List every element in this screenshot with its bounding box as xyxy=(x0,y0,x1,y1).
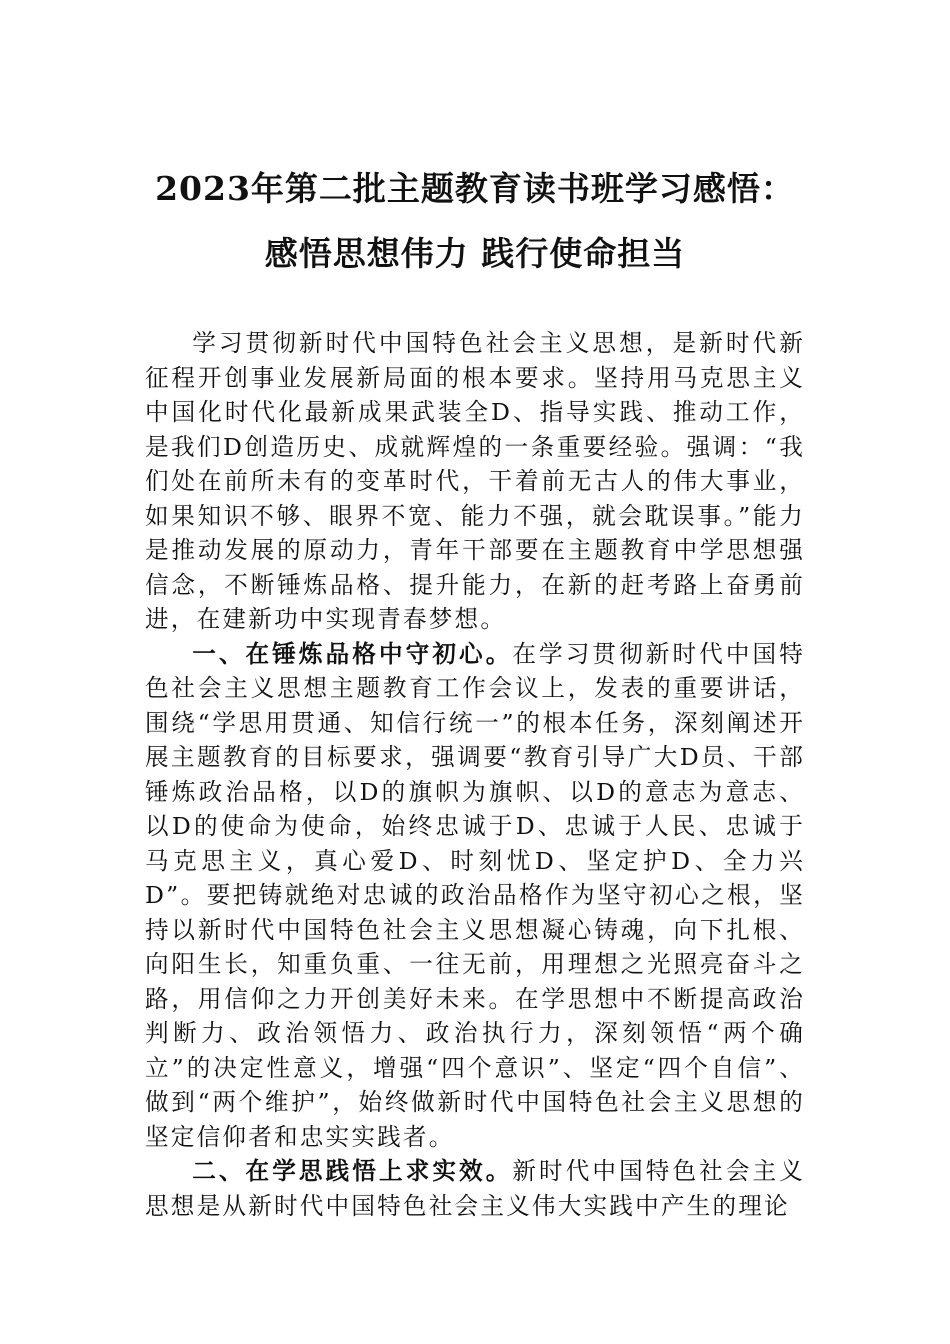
section-heading: 一、在锤炼品格中守初心。 xyxy=(192,639,513,668)
document-title-line-2: 感悟思想伟力 践行使命担当 xyxy=(264,234,686,273)
paragraph-text: 新时代中国特色社会主义思想是从新时代中国特色社会主义伟大实践中产生的理论 xyxy=(145,1157,805,1220)
paragraph-intro xyxy=(145,326,805,637)
paragraph-section-2 xyxy=(145,1154,805,1223)
paragraph-text: 学习贯彻新时代中国特色社会主义思想，是新时代新征程开创事业发展新局面的根本要求。坚持用马克思主义中国化时代化最新成果武装全D、指导实践、推动工作，是我们D创造历史、成就辉煌的一条重要经验。强调：“我们处在前所未有的变革时代，干着前无古人的伟大事业，如果知识不够、眼界不宽、能力不强，就会耽误事。”能力是推动发展的原动力，青年干部要在主题教育中学思想强信念，不断锤炼品格、提升能力，在新的赶考路上奋勇前进，在建新功中实现青春梦想。 xyxy=(145,329,805,633)
document-body xyxy=(145,326,805,1223)
section-heading: 二、在学思践悟上求实效。 xyxy=(192,1157,513,1185)
paragraph-section-1 xyxy=(145,637,805,1155)
paragraph-text: 在学习贯彻新时代中国特色社会主义思想主题教育工作会议上，发表的重要讲话，围绕“学思用贯通、知信行统一”的根本任务，深刻阐述开展主题教育的目标要求，强调要“教育引导广大D员、干部锤炼政治品格，以D的旗帜为旗帜、以D的意志为意志、以D的使命为使命，始终忠诚于D、忠诚于人民、忠诚于马克思主义，真心爱D、时刻忧D、坚定护D、全力兴D”。要把铸就绝对忠诚的政治品格作为坚守初心之根，坚持以新时代中国特色社会主义思想凝心铸魂，向下扎根、向阳生长，知重负重、一往无前，用理想之光照亮奋斗之路，用信仰之力开创美好未来。在学思想中不断提高政治判断力、政治领悟力、政治执行力，深刻领悟“两个确立”的决定性意义，增强“四个意识”、坚定“四个自信”、做到“两个维护”，始终做新时代中国特色社会主义思想的坚定信仰者和忠实实践者。 xyxy=(145,639,805,1151)
document-title-line-1: 2023年第二批主题教育读书班学习感悟： xyxy=(155,169,795,208)
